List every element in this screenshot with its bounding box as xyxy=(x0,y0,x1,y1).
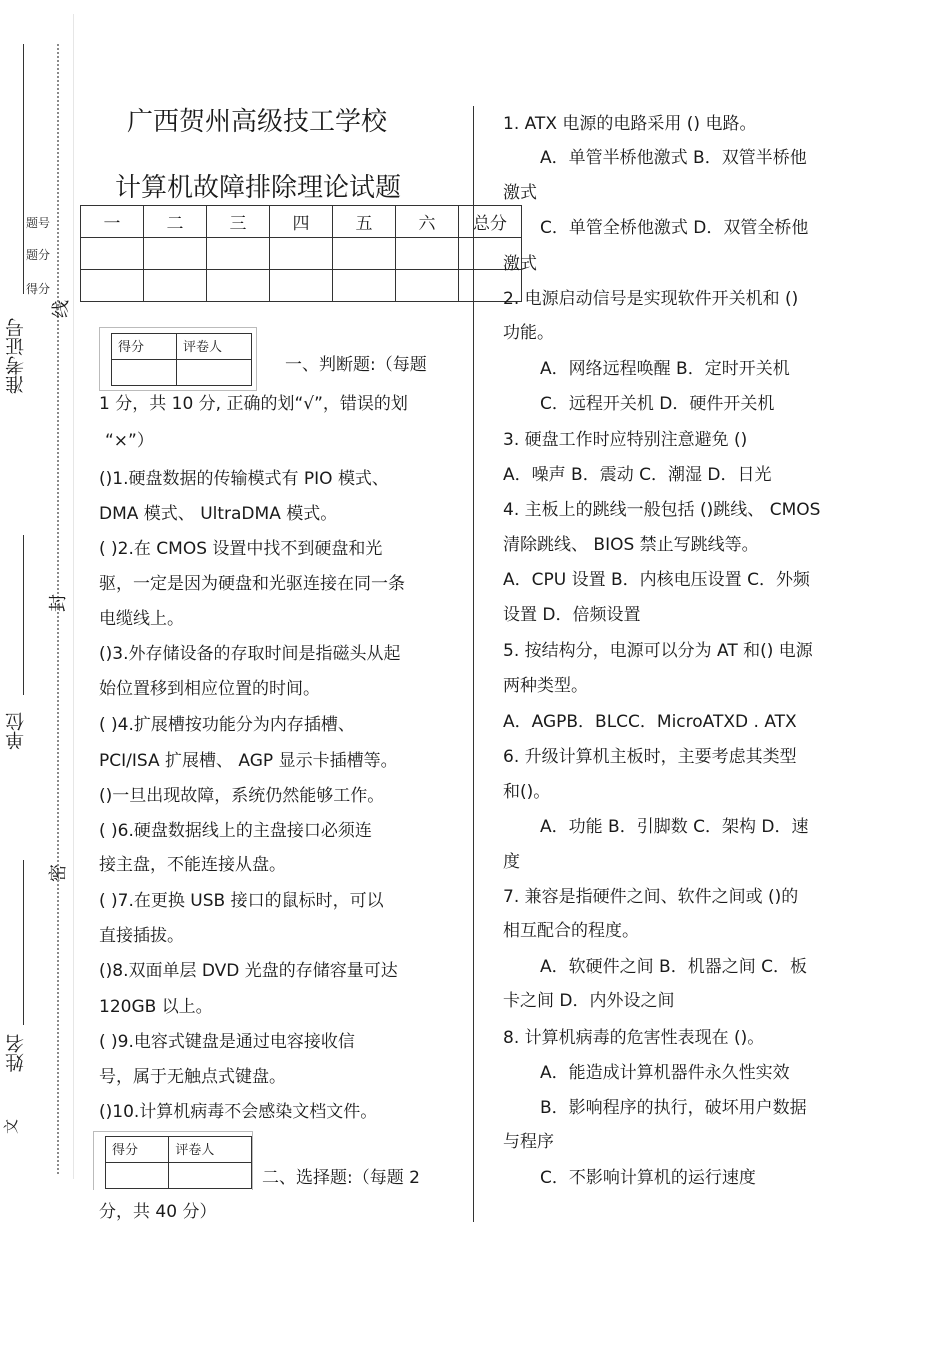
right-text-line: 卡之间 D．内外设之间 xyxy=(503,991,675,1011)
right-text-line: B．影响程序的执行，破坏用户数据 xyxy=(540,1098,807,1118)
score-header-cell: 五 xyxy=(333,206,396,238)
right-text-line: A．能造成计算机器件永久性实效 xyxy=(540,1063,790,1083)
right-text-line: A．AGPB．BLCC．MicroATXD . ATX xyxy=(503,712,797,732)
right-text-line: A．CPU 设置 B．内核电压设置 C．外频 xyxy=(503,570,810,590)
left-text-line: 号，属于无触点式键盘。 xyxy=(99,1067,286,1087)
right-text-line: 设置 D．倍频设置 xyxy=(503,605,641,625)
left-text-line: PCI/ISA 扩展槽、 AGP 显示卡插槽等。 xyxy=(99,751,398,771)
right-text-line: A．功能 B．引脚数 C．架构 D．速 xyxy=(540,817,809,837)
name-label: 姓名 xyxy=(5,1034,27,1072)
exam-no-underline xyxy=(23,44,24,294)
score-header-cell: 六 xyxy=(396,206,459,238)
seal-mark-text: 文 xyxy=(2,1118,21,1135)
margin-label-question-score: 题分 xyxy=(26,248,51,262)
left-text-line: 120GB 以上。 xyxy=(99,997,213,1017)
left-text-line: 电缆线上。 xyxy=(99,609,184,629)
score-table xyxy=(80,205,522,302)
right-text-line: 两种类型。 xyxy=(503,676,588,696)
score-header-cell: 三 xyxy=(207,206,270,238)
left-text-line: ( )6.硬盘数据线上的主盘接口必须连 xyxy=(99,821,372,841)
seal-mark-line: 线 xyxy=(51,300,72,318)
grader-name-label: 评卷人 xyxy=(177,334,252,360)
left-text-line: ()1.硬盘数据的传输模式有 PIO 模式、 xyxy=(99,469,389,489)
left-text-line: ( )2.在 CMOS 设置中找不到硬盘和光 xyxy=(99,539,383,559)
right-text-line: 6. 升级计算机主板时，主要考虑其类型 xyxy=(503,747,797,767)
right-text-line: 激式 xyxy=(503,254,537,274)
grader-box-2 xyxy=(93,1131,253,1190)
margin-label-score: 得分 xyxy=(26,282,51,296)
left-text-line: 直接插拔。 xyxy=(99,926,184,946)
right-text-line: 7. 兼容是指硬件之间、软件之间或 ()的 xyxy=(503,887,799,907)
right-text-line: 4. 主板上的跳线一般包括 ()跳线、 CMOS xyxy=(503,500,821,520)
left-text-line: ()10.计算机病毒不会感染文档文件。 xyxy=(99,1102,378,1122)
score-header-cell: 四 xyxy=(270,206,333,238)
exam-no-label: 准考证号 xyxy=(5,318,27,394)
right-text-line: 度 xyxy=(503,852,520,872)
left-text-line: ( )7.在更换 USB 接口的鼠标时，可以 xyxy=(99,891,384,911)
left-text-line: ()8.双面单层 DVD 光盘的存储容量可达 xyxy=(99,961,398,981)
right-text-line: C．单管全桥他激式 D．双管全桥他 xyxy=(540,218,809,238)
left-text-line: 分，共 40 分） xyxy=(99,1202,217,1222)
left-text-line: 始位置移到相应位置的时间。 xyxy=(99,679,320,699)
left-text-line: “×”） xyxy=(105,431,154,451)
right-text-line: 功能。 xyxy=(503,323,554,343)
score-table-header-row xyxy=(81,206,522,238)
name-underline xyxy=(23,860,24,1025)
right-text-line: A．网络远程唤醒 B．定时开关机 xyxy=(540,359,790,379)
right-text-line: A．单管半桥他激式 B．双管半桥他 xyxy=(540,148,807,168)
school-title: 广西贺州高级技工学校 xyxy=(127,107,388,137)
grader-score-label: 得分 xyxy=(112,334,177,360)
column-divider xyxy=(473,106,474,1222)
unit-label: 单位 xyxy=(5,712,27,750)
grader-box-1 xyxy=(99,327,257,391)
left-text-line: ()3.外存储设备的存取时间是指磁头从起 xyxy=(99,644,401,664)
grader-name-label: 评卷人 xyxy=(169,1137,252,1163)
left-text-line: ( )9.电容式键盘是通过电容接收信 xyxy=(99,1032,355,1052)
seal-mark-seal: 封 xyxy=(48,594,69,612)
right-text-line: 清除跳线、 BIOS 禁止写跳线等。 xyxy=(503,535,759,555)
right-text-line: A．软硬件之间 B．机器之间 C．板 xyxy=(540,957,807,977)
score-header-cell: 二 xyxy=(144,206,207,238)
left-text-line: ( )4.扩展槽按功能分为内存插槽、 xyxy=(99,715,355,735)
left-text-line: 驱，一定是因为硬盘和光驱连接在同一条 xyxy=(99,574,405,594)
right-text-line: C．远程开关机 D．硬件开关机 xyxy=(540,394,775,414)
exam-title: 计算机故障排除理论试题 xyxy=(115,173,402,203)
right-text-line: 2. 电源启动信号是实现软件开关机和 () xyxy=(503,289,799,309)
right-text-line: 与程序 xyxy=(503,1132,554,1152)
score-table-row xyxy=(81,238,522,270)
score-table-row xyxy=(81,270,522,302)
left-text-line: 接主盘，不能连接从盘。 xyxy=(99,855,286,875)
left-text-line: 1 分，共 10 分, 正确的划“√”，错误的划 xyxy=(99,394,408,414)
right-text-line: 1. ATX 电源的电路采用 () 电路。 xyxy=(503,114,757,134)
section-two-heading: 二、选择题:（每题 2 xyxy=(262,1168,420,1188)
right-text-line: 相互配合的程度。 xyxy=(503,921,639,941)
margin-label-question-no: 题号 xyxy=(26,216,51,230)
right-text-line: 和()。 xyxy=(503,782,551,802)
left-text-line: ()一旦出现故障，系统仍然能够工作。 xyxy=(99,786,385,806)
score-header-cell: 总分 xyxy=(459,206,522,238)
right-text-line: 5. 按结构分，电源可以分为 AT 和() 电源 xyxy=(503,641,813,661)
right-text-line: 3. 硬盘工作时应特别注意避免 () xyxy=(503,430,748,450)
unit-underline xyxy=(23,535,24,695)
right-text-line: A．噪声 B．震动 C．潮湿 D．日光 xyxy=(503,465,772,485)
grader-score-label: 得分 xyxy=(106,1137,169,1163)
right-text-line: 8. 计算机病毒的危害性表现在 ()。 xyxy=(503,1028,765,1048)
seal-mark-secret: 密 xyxy=(48,864,69,882)
score-header-cell: 一 xyxy=(81,206,144,238)
right-text-line: 激式 xyxy=(503,183,537,203)
right-text-line: C．不影响计算机的运行速度 xyxy=(540,1168,756,1188)
left-text-line: DMA 模式、 UltraDMA 模式。 xyxy=(99,504,338,524)
section-one-heading: 一、判断题:（每题 xyxy=(285,355,427,375)
